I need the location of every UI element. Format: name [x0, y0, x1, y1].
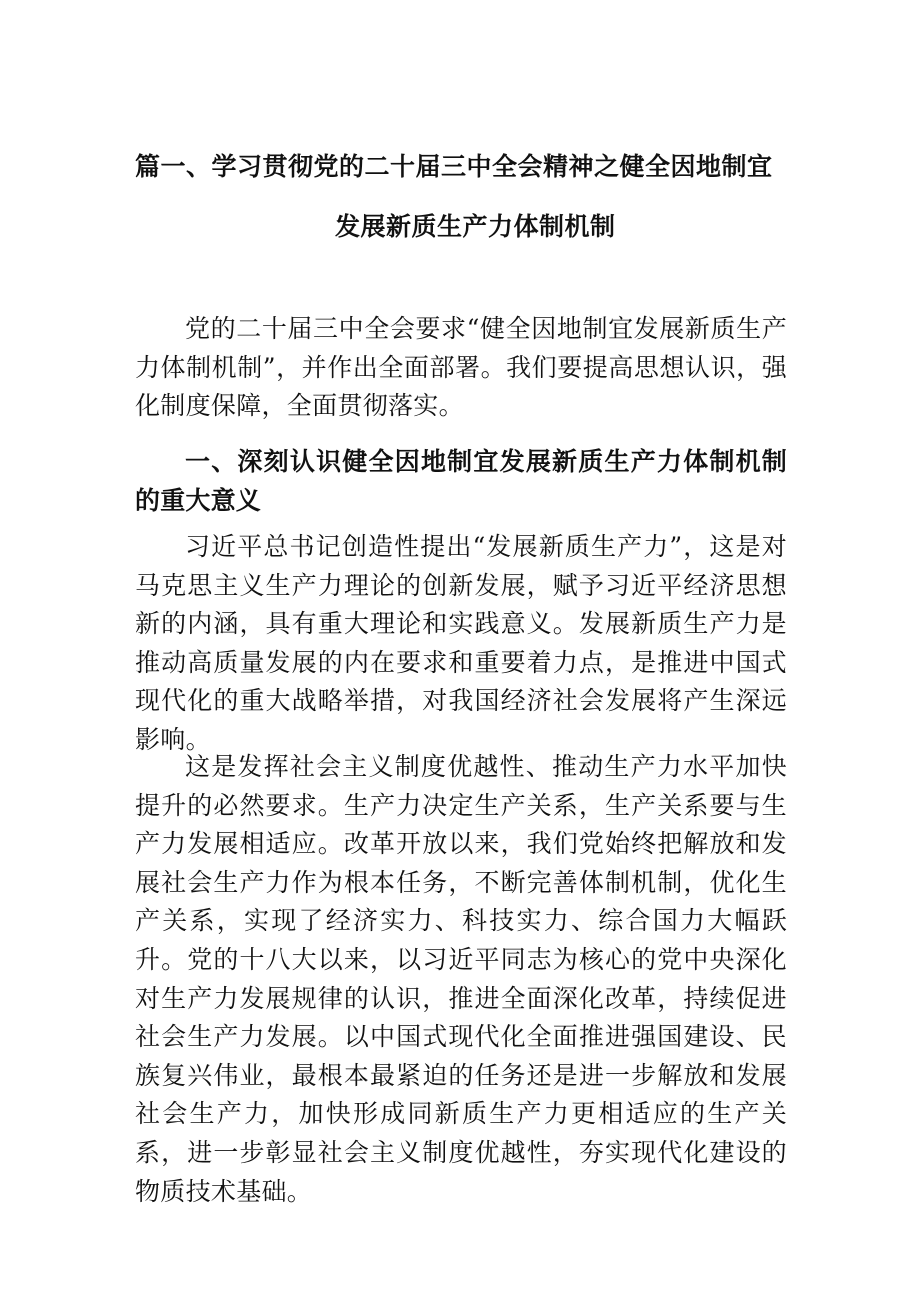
- document-title-line-2: 发展新质生产力体制机制: [335, 212, 616, 241]
- body-paragraph-1: 习近平总书记创造性提出“发展新质生产力”，这是对马克思主义生产力理论的创新发展，赋予习近平经济思想新的内涵，具有重大理论和实践意义。发展新质生产力是推动高质量发展的内在要求和重要着力点，是推进中国式现代化的重大战略举措，对我国经济社会发展将产生深远影响。: [135, 532, 787, 754]
- body-paragraph-2: 这是发挥社会主义制度优越性、推动生产力水平加快提升的必然要求。生产力决定生产关系，生产关系要与生产力发展相适应。改革开放以来，我们党始终把解放和发展社会生产力作为根本任务，不断完善体制机制，优化生产关系，实现了经济实力、科技实力、综合国力大幅跃升。党的十八大以来，以习近平同志为核心的党中央深化对生产力发展规律的认识，推进全面深化改革，持续促进社会生产力发展。以中国式现代化全面推进强国建设、民族复兴伟业，最根本最紧迫的任务还是进一步解放和发展社会生产力，加快形成同新质生产力更相适应的生产关系，进一步彰显社会主义制度优越性，夯实现代化建设的物质技术基础。: [135, 752, 787, 1206]
- intro-paragraph: 党的二十届三中全会要求“健全因地制宜发展新质生产力体制机制”，并作出全面部署。我们要提高思想认识，强化制度保障，全面贯彻落实。: [135, 314, 787, 421]
- section-heading-1: 一、深刻认识健全因地制宜发展新质生产力体制机制的重大意义: [135, 447, 787, 515]
- document-title-line-1: 篇一、学习贯彻党的二十届三中全会精神之健全因地制宜: [135, 152, 773, 181]
